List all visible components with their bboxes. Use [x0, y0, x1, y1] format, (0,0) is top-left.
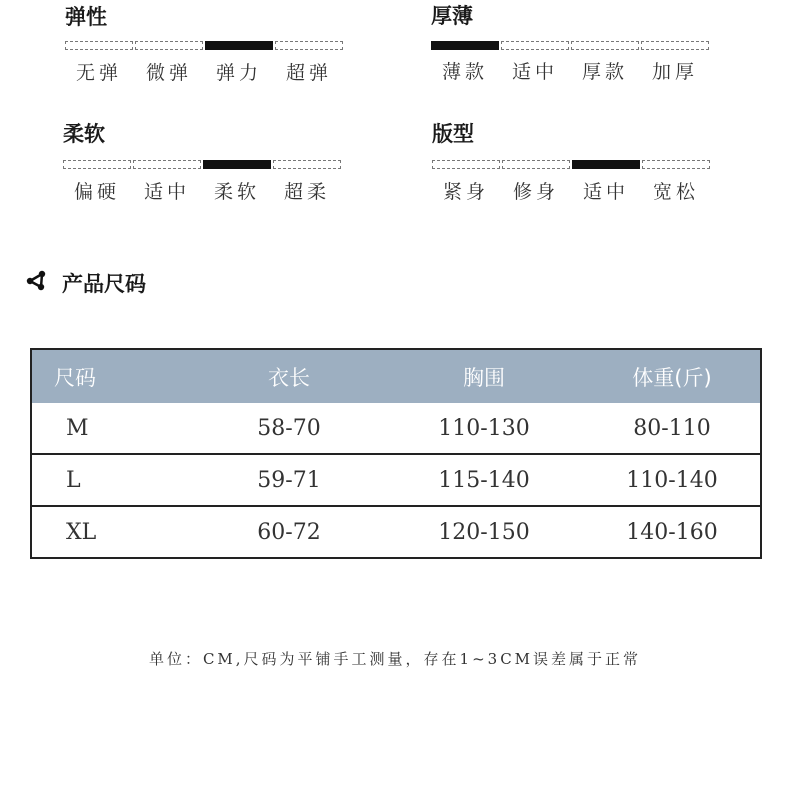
attribute-scale-bar	[65, 41, 343, 50]
scale-segment-selected	[205, 41, 273, 50]
size-section-heading	[26, 268, 146, 298]
scale-label: 弹力	[215, 62, 262, 84]
section-title: 产品尺码	[62, 272, 146, 296]
attribute-scale-labels	[63, 177, 341, 204]
scale-segment	[641, 41, 709, 50]
attribute-title: 柔软	[63, 122, 105, 146]
column-header-chest: 胸围	[384, 349, 584, 403]
table-cell: 60-72	[257, 519, 321, 545]
attribute-title: 版型	[432, 122, 474, 146]
scale-segment-selected	[431, 41, 499, 50]
measurement-note: 单位：CM,尺码为平铺手工测量，存在1~3CM误差属于正常	[148, 650, 642, 668]
scale-label: 微弹	[145, 62, 192, 84]
table-cell: 110-140	[584, 454, 761, 506]
scale-label: 紧身	[442, 181, 489, 203]
attribute-scale-bar	[431, 41, 709, 50]
scale-segment	[63, 160, 131, 169]
scale-label: 无弹	[75, 62, 122, 84]
scale-segment	[571, 41, 639, 50]
column-header-weight: 体重(斤)	[584, 349, 761, 403]
table-cell: 58-70	[194, 403, 384, 454]
attribute-title: 弹性	[65, 5, 107, 29]
table-cell: 80-110	[584, 403, 761, 454]
scale-segment	[432, 160, 500, 169]
scale-label: 偏硬	[73, 181, 120, 203]
table-cell: 140-160	[626, 519, 718, 545]
table-cell: 59-71	[194, 454, 384, 506]
attribute-title: 厚薄	[431, 4, 473, 28]
scale-segment	[502, 160, 570, 169]
attribute-scale-bar	[432, 160, 710, 169]
scale-label: 厚款	[581, 61, 628, 83]
table-row	[31, 403, 761, 454]
table-cell: L	[31, 454, 194, 506]
scale-segment	[133, 160, 201, 169]
scale-label: 超弹	[285, 62, 332, 84]
attribute-scale-labels	[65, 58, 343, 85]
scale-label: 适中	[511, 61, 558, 83]
scale-label: 超柔	[283, 181, 330, 203]
attribute-scale-bar	[63, 160, 341, 169]
table-header-row	[31, 349, 761, 403]
table-row	[31, 454, 761, 506]
column-header-size: 尺码	[31, 349, 194, 403]
scale-segment	[273, 160, 341, 169]
scale-segment	[642, 160, 710, 169]
scale-segment	[501, 41, 569, 50]
attribute-scale-labels	[432, 177, 710, 204]
scale-segment	[65, 41, 133, 50]
table-cell: M	[31, 403, 194, 454]
table-cell: 115-140	[384, 454, 584, 506]
scale-label: 适中	[582, 181, 629, 203]
table-cell: 120-150	[438, 519, 530, 545]
table-cell: 110-130	[384, 403, 584, 454]
scale-label: 适中	[143, 181, 190, 203]
scale-segment-selected	[572, 160, 640, 169]
attribute-scale-labels	[431, 57, 709, 84]
share-node-icon	[26, 270, 48, 296]
scale-label: 薄款	[441, 61, 488, 83]
table-row	[31, 506, 761, 558]
scale-label: 修身	[512, 181, 559, 203]
table-cell: XL	[66, 519, 97, 545]
scale-label: 宽松	[652, 181, 699, 203]
scale-segment	[135, 41, 203, 50]
scale-label: 柔软	[213, 181, 260, 203]
column-header-length: 衣长	[194, 349, 384, 403]
size-table	[30, 348, 762, 559]
scale-segment	[275, 41, 343, 50]
scale-segment-selected	[203, 160, 271, 169]
scale-label: 加厚	[651, 61, 698, 83]
